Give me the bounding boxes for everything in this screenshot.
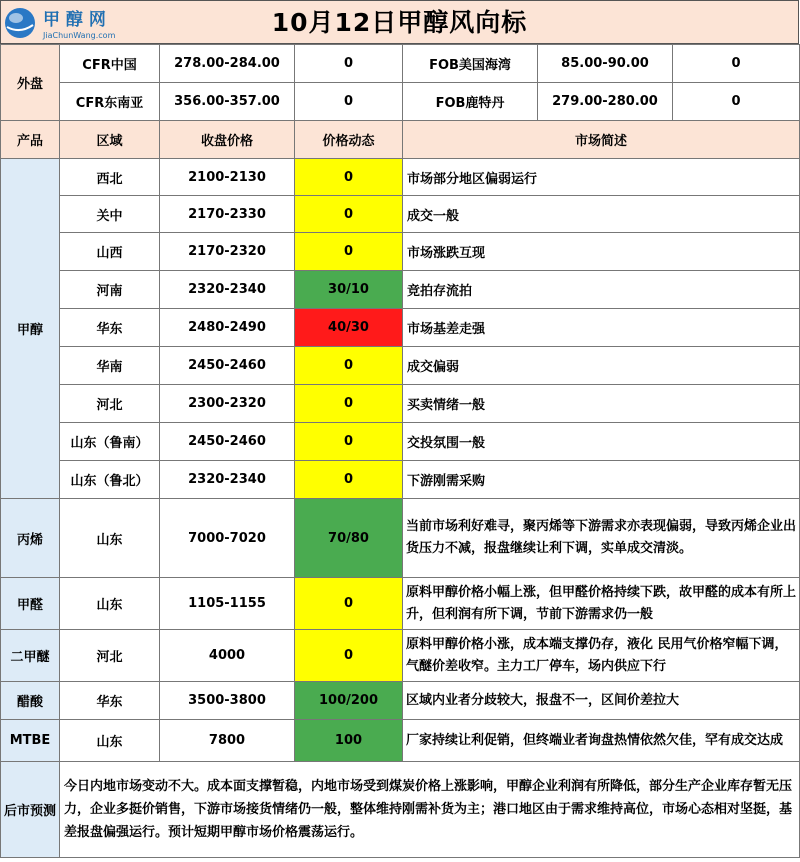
page-title: 10月12日甲醇风向标 bbox=[271, 8, 528, 37]
table-row bbox=[1, 347, 800, 385]
table-row bbox=[1, 720, 800, 762]
forecast-row bbox=[1, 762, 800, 858]
market-name: CFR中国 bbox=[60, 45, 160, 83]
col-region: 区域 bbox=[60, 121, 160, 159]
product-label: 丙烯 bbox=[1, 499, 60, 578]
table-row bbox=[1, 309, 800, 347]
col-price: 收盘价格 bbox=[160, 121, 295, 159]
table-row bbox=[1, 461, 800, 499]
column-header-row bbox=[1, 121, 800, 159]
price-cell: 2450-2460 bbox=[160, 423, 295, 461]
market-price: 356.00-357.00 bbox=[160, 83, 295, 121]
price-cell: 2480-2490 bbox=[160, 309, 295, 347]
change-cell: 100 bbox=[295, 720, 403, 762]
market-name: CFR东南亚 bbox=[60, 83, 160, 121]
market-price: 279.00-280.00 bbox=[538, 83, 673, 121]
table-row bbox=[1, 578, 800, 630]
remark-cell: 交投氛围一般 bbox=[403, 423, 800, 461]
report-header bbox=[0, 0, 799, 44]
forecast-label: 后市预测 bbox=[1, 762, 60, 858]
change-cell: 30/10 bbox=[295, 271, 403, 309]
remark-cell: 市场基差走强 bbox=[403, 309, 800, 347]
table-row bbox=[1, 499, 800, 578]
col-remark: 市场简述 bbox=[403, 121, 800, 159]
change-cell: 0 bbox=[295, 159, 403, 196]
table-row bbox=[1, 271, 800, 309]
region-cell: 山东 bbox=[60, 578, 160, 630]
price-cell: 2170-2320 bbox=[160, 233, 295, 271]
change-cell: 0 bbox=[295, 385, 403, 423]
change-cell: 0 bbox=[295, 630, 403, 682]
change-cell: 40/30 bbox=[295, 309, 403, 347]
market-name: FOB鹿特丹 bbox=[403, 83, 538, 121]
region-cell: 山东 bbox=[60, 499, 160, 578]
change-cell: 0 bbox=[295, 578, 403, 630]
market-change: 0 bbox=[673, 45, 800, 83]
remark-cell: 成交偏弱 bbox=[403, 347, 800, 385]
remark-cell: 区域内业者分歧较大，报盘不一，区间价差拉大 bbox=[403, 682, 800, 720]
market-change: 0 bbox=[295, 83, 403, 121]
table-row bbox=[1, 630, 800, 682]
market-name: FOB美国海湾 bbox=[403, 45, 538, 83]
region-cell: 河北 bbox=[60, 385, 160, 423]
change-cell: 100/200 bbox=[295, 682, 403, 720]
product-label: 甲醇 bbox=[1, 159, 60, 499]
region-cell: 山东（鲁南） bbox=[60, 423, 160, 461]
remark-cell: 成交一般 bbox=[403, 196, 800, 233]
price-cell: 4000 bbox=[160, 630, 295, 682]
remark-cell: 下游刚需采购 bbox=[403, 461, 800, 499]
region-cell: 西北 bbox=[60, 159, 160, 196]
change-cell: 0 bbox=[295, 347, 403, 385]
overseas-row bbox=[1, 45, 800, 83]
region-cell: 河南 bbox=[60, 271, 160, 309]
table-row bbox=[1, 159, 800, 196]
product-label: 二甲醚 bbox=[1, 630, 60, 682]
change-cell: 0 bbox=[295, 461, 403, 499]
region-cell: 山东 bbox=[60, 720, 160, 762]
price-cell: 2450-2460 bbox=[160, 347, 295, 385]
region-cell: 关中 bbox=[60, 196, 160, 233]
overseas-label: 外盘 bbox=[1, 45, 60, 121]
market-change: 0 bbox=[673, 83, 800, 121]
forecast-text: 今日内地市场变动不大。成本面支撑暂稳，内地市场受到煤炭价格上涨影响，甲醇企业利润有所降低，部分生产企业库存暂无压力，企业多挺价销售，下游市场接货情绪仍一般，整体维持刚需补货为主；港口地区由于需求维持高位，市场心态相对坚挺，基差报盘偏强运行。预计短期甲醇市场价格震荡运行。 bbox=[60, 762, 800, 858]
price-cell: 1105-1155 bbox=[160, 578, 295, 630]
remark-cell: 当前市场利好难寻，聚丙烯等下游需求亦表现偏弱，导致丙烯企业出货压力不减，报盘继续让利下调，实单成交清淡。 bbox=[403, 499, 800, 578]
change-cell: 70/80 bbox=[295, 499, 403, 578]
price-cell: 2320-2340 bbox=[160, 461, 295, 499]
market-change: 0 bbox=[295, 45, 403, 83]
change-cell: 0 bbox=[295, 233, 403, 271]
change-cell: 0 bbox=[295, 196, 403, 233]
region-cell: 华东 bbox=[60, 309, 160, 347]
svg-text:甲 醇 网: 甲 醇 网 bbox=[43, 10, 106, 30]
region-cell: 河北 bbox=[60, 630, 160, 682]
price-table bbox=[0, 44, 800, 858]
price-cell: 3500-3800 bbox=[160, 682, 295, 720]
market-price: 278.00-284.00 bbox=[160, 45, 295, 83]
overseas-row bbox=[1, 83, 800, 121]
price-cell: 7800 bbox=[160, 720, 295, 762]
col-change: 价格动态 bbox=[295, 121, 403, 159]
svg-text:JiaChunWang.com: JiaChunWang.com bbox=[43, 31, 116, 40]
table-row bbox=[1, 423, 800, 461]
remark-cell: 原料甲醇价格小涨，成本端支撑仍存，液化 民用气价格窄幅下调，气醚价差收窄。主力工厂停车，场内供应下行 bbox=[403, 630, 800, 682]
region-cell: 华东 bbox=[60, 682, 160, 720]
product-label: 甲醛 bbox=[1, 578, 60, 630]
product-label: 醋酸 bbox=[1, 682, 60, 720]
remark-cell: 市场涨跌互现 bbox=[403, 233, 800, 271]
region-cell: 山西 bbox=[60, 233, 160, 271]
remark-cell: 厂家持续让利促销，但终端业者询盘热情依然欠佳，罕有成交达成 bbox=[403, 720, 800, 762]
price-cell: 7000-7020 bbox=[160, 499, 295, 578]
table-row bbox=[1, 196, 800, 233]
product-label: MTBE bbox=[1, 720, 60, 762]
table-row bbox=[1, 385, 800, 423]
col-product: 产品 bbox=[1, 121, 60, 159]
price-cell: 2100-2130 bbox=[160, 159, 295, 196]
remark-cell: 买卖情绪一般 bbox=[403, 385, 800, 423]
region-cell: 华南 bbox=[60, 347, 160, 385]
table-row bbox=[1, 682, 800, 720]
remark-cell: 原料甲醇价格小幅上涨，但甲醛价格持续下跌，故甲醛的成本有所上升，但利润有所下调，节前下游需求仍一般 bbox=[403, 578, 800, 630]
change-cell: 0 bbox=[295, 423, 403, 461]
table-row bbox=[1, 233, 800, 271]
region-cell: 山东（鲁北） bbox=[60, 461, 160, 499]
remark-cell: 竞拍存流拍 bbox=[403, 271, 800, 309]
price-cell: 2300-2320 bbox=[160, 385, 295, 423]
market-price: 85.00-90.00 bbox=[538, 45, 673, 83]
remark-cell: 市场部分地区偏弱运行 bbox=[403, 159, 800, 196]
price-cell: 2320-2340 bbox=[160, 271, 295, 309]
price-cell: 2170-2330 bbox=[160, 196, 295, 233]
